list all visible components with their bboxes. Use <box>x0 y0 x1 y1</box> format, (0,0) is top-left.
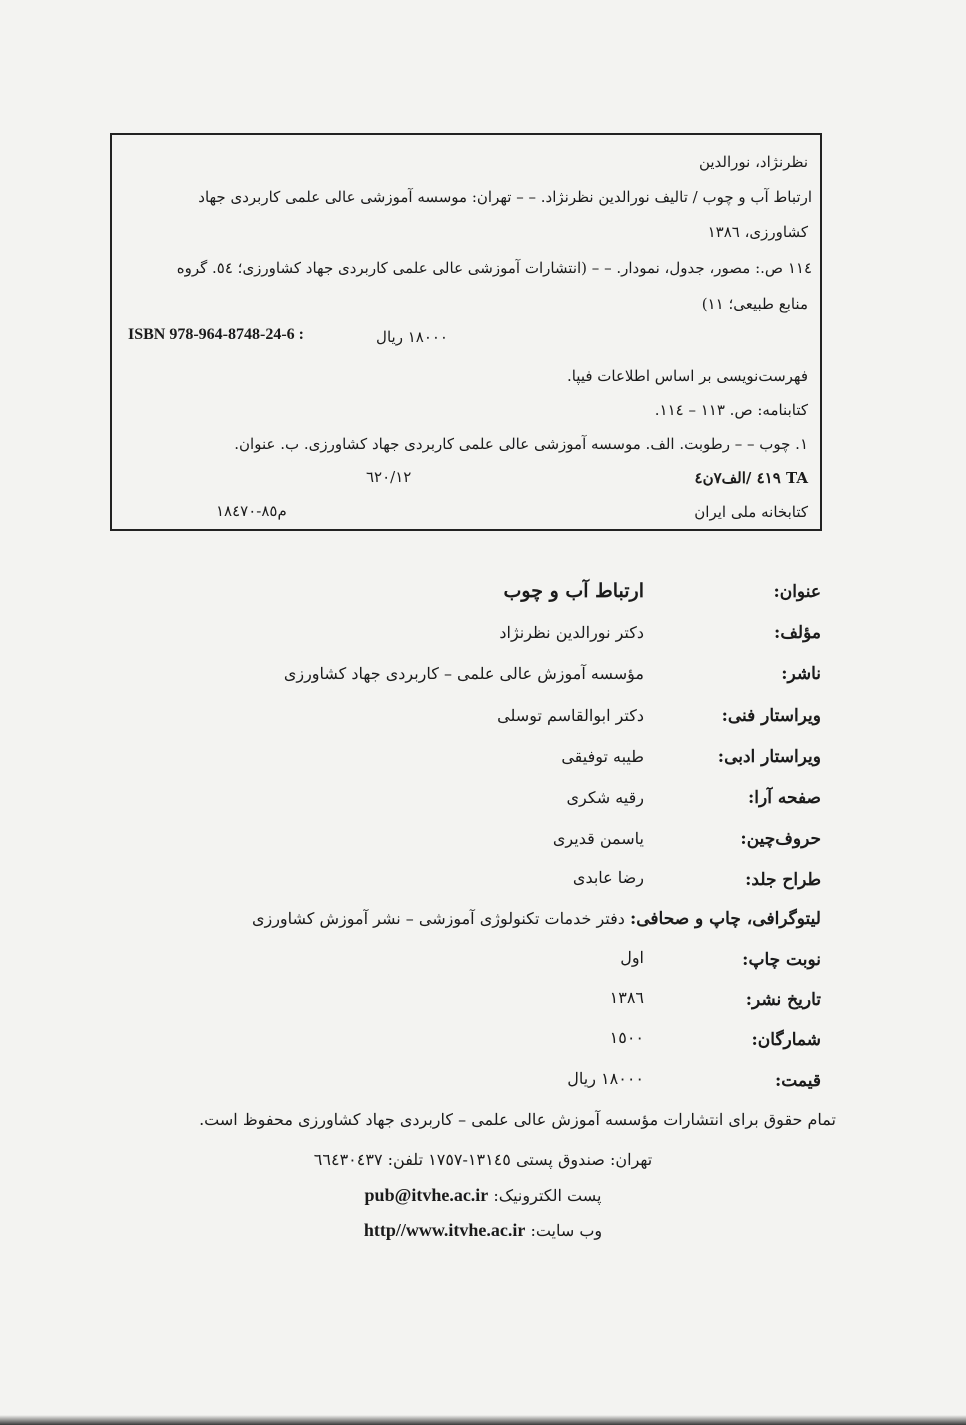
field-value-literary-editor: طیبه توفیقی <box>561 747 644 766</box>
field-label-print-run: شمارگان: <box>751 1030 821 1050</box>
field-value-typesetter: یاسمن قدیری <box>552 829 644 848</box>
field-value-cover-designer: رضا عابدی <box>572 868 644 887</box>
printing-label: لیتوگرافی، چاپ و صحافی: <box>629 909 821 929</box>
field-value-page-layout: رقیه شکری <box>566 788 644 807</box>
website-link[interactable]: http//www.itvhe.ac.ir <box>363 1220 526 1240</box>
website-line <box>0 1220 966 1241</box>
cip-call-number: TA ٤۱۹ /الف۷ن٤ <box>694 469 808 487</box>
postal-address: تهران: صندوق پستی ۱۳۱٤٥-۱۷٥۷ تلفن: ٦٦٤۳۰٤۳۷ <box>313 1150 653 1169</box>
scan-edge-shadow <box>0 1415 966 1425</box>
cip-price: ۱۸۰۰۰ ریال <box>376 328 448 346</box>
field-label-literary-editor: ویراستار ادبی: <box>717 747 821 767</box>
cip-bibliography: کتابنامه: ص. ۱۱۳ – ۱۱٤. <box>654 401 808 419</box>
field-value-price: ۱۸۰۰۰ ریال <box>567 1069 644 1088</box>
field-label-publisher: ناشر: <box>781 664 821 684</box>
cataloging-in-publication-box <box>110 133 822 531</box>
cip-record-number: م۸٥-۱۸٤۷۰ <box>216 502 287 520</box>
field-label-cover-designer: طراح جلد: <box>745 870 821 890</box>
cip-author-heading: نظرنژاد، نورالدین <box>698 153 808 171</box>
field-value-print-run: ۱٥۰۰ <box>609 1028 644 1047</box>
cip-cataloging-note: فهرست‌نویسی بر اساس اطلاعات فیپا. <box>566 367 808 385</box>
field-label-typesetter: حروف‌چین: <box>740 829 821 849</box>
field-label-page-layout: صفحه آرا: <box>748 788 821 808</box>
cip-isbn: ISBN 978-964-8748-24-6 : <box>128 326 304 343</box>
field-value-technical-editor: دکتر ابوالقاسم توسلی <box>497 706 644 725</box>
field-label-technical-editor: ویراستار فنی: <box>721 706 821 726</box>
rights-statement: تمام حقوق برای انتشارات مؤسسه آموزش عالی علمی – کاربردی جهاد کشاورزی محفوظ است. <box>199 1110 836 1129</box>
field-label-title: عنوان: <box>773 582 821 602</box>
cip-dewey-number: ٦۲۰/۱۲ <box>366 468 412 486</box>
email-link[interactable]: pub@itvhe.ac.ir <box>364 1185 489 1205</box>
printing-line <box>252 909 821 929</box>
field-value-publication-date: ۱۳۸٦ <box>609 988 644 1007</box>
field-label-price: قیمت: <box>774 1071 821 1091</box>
cip-physical-description-1: ۱۱٤ ص.: مصور، جدول، نمودار. – – (انتشارات آموزشی عالی علمی کاربردی جهاد کشاورزی؛ ٥٤. گروه <box>176 259 812 277</box>
field-label-edition: نوبت چاپ: <box>742 950 821 970</box>
cip-title-statement-1: ارتباط آب و چوب / تالیف نورالدین نظرنژاد. – – تهران: موسسه آموزشی عالی علمی کاربردی جهاد <box>198 188 812 206</box>
printing-value: دفتر خدمات تکنولوژی آموزشی – نشر آموزش کشاورزی <box>251 909 625 928</box>
cip-title-statement-2: کشاورزی، ۱۳۸٦ <box>707 223 808 241</box>
field-value-author: دکتر نورالدین نظرنژاد <box>499 623 644 642</box>
field-value-title: ارتباط آب و چوب <box>503 580 644 602</box>
field-value-edition: اول <box>620 948 644 967</box>
cip-library: کتابخانه ملی ایران <box>694 503 808 521</box>
cip-physical-description-2: منابع طبیعی؛ ۱۱) <box>701 295 808 313</box>
field-label-publication-date: تاریخ نشر: <box>745 990 821 1010</box>
website-label: وب سایت: <box>530 1221 603 1240</box>
field-value-publisher: مؤسسه آموزش عالی علمی – کاربردی جهاد کشاورزی <box>283 664 644 683</box>
email-label: پست الکترونیک: <box>493 1186 602 1205</box>
field-label-author: مؤلف: <box>774 623 821 643</box>
email-line <box>0 1185 966 1206</box>
cip-subjects: ۱. چوب – – رطوبت. الف. موسسه آموزشی عالی علمی کاربردی جهاد کشاورزی. ب. عنوان. <box>234 435 808 453</box>
